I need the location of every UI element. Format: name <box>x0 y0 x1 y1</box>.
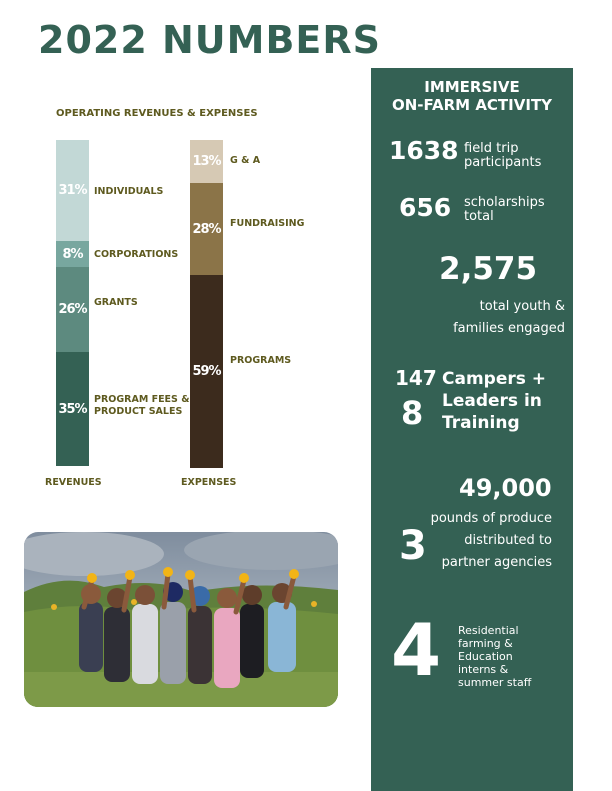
stat-interns-line3: Education <box>458 650 513 663</box>
legend-fundraising: FUNDRAISING <box>230 218 305 229</box>
stat-youth-line1: total youth & <box>479 299 565 314</box>
data-label-grants: 26% <box>58 302 87 317</box>
chart-title: OPERATING REVENUES & EXPENSES <box>56 108 258 119</box>
expense-segment-programs <box>190 275 223 468</box>
data-label-program-fees: 35% <box>58 401 87 417</box>
group-photo-illustration <box>24 532 338 707</box>
stat-campers-line2: Leaders in <box>442 391 542 411</box>
revenue-segment-program-fees <box>56 352 89 466</box>
legend-corporations: CORPORATIONS <box>94 249 179 260</box>
stat-campers-line1: Campers + <box>442 369 547 389</box>
legend-individuals: INDIVIDUALS <box>94 186 164 197</box>
stat-interns-label <box>458 624 531 689</box>
legend-program-fees: PROGRAM FEES & PRODUCT SALES <box>94 394 190 417</box>
stat-produce-line2: distributed to <box>464 533 552 548</box>
legend-grants: GRANTS <box>94 297 138 308</box>
immersive-activity-panel <box>371 68 573 791</box>
stat-produce-number: 49,000 <box>459 474 552 502</box>
page-title: 2022 NUMBERS <box>38 18 382 62</box>
stat-field-trip-line1: field trip <box>464 141 519 156</box>
legend-g-and-a: G & A <box>230 155 261 166</box>
revenue-segment-grants <box>56 267 89 352</box>
stat-interns-line1: Residential <box>458 624 519 637</box>
axis-label-revenues: REVENUES <box>45 477 102 488</box>
data-label-corporations: 8% <box>62 246 83 262</box>
stat-interns-line2: farming & <box>458 637 513 650</box>
group-photo <box>24 532 338 707</box>
stat-interns-line5: summer staff <box>458 676 532 689</box>
stat-field-trip-number: 1638 <box>389 136 459 165</box>
expense-segment-fundraising <box>190 183 223 275</box>
stacked-bar-chart <box>0 0 370 500</box>
stat-field-trip-line2: participants <box>464 155 542 170</box>
panel-heading <box>371 78 573 114</box>
revenues-bar <box>56 140 89 467</box>
stat-youth-label <box>371 296 565 340</box>
expenses-bar <box>190 140 223 467</box>
legend-programs: PROGRAMS <box>230 355 292 366</box>
stat-produce-label <box>371 508 552 574</box>
data-label-g-and-a: 13% <box>192 154 221 169</box>
axis-label-expenses: EXPENSES <box>181 477 237 488</box>
stat-field-trip-label <box>464 142 541 170</box>
revenue-segment-individuals <box>56 140 89 241</box>
data-label-programs: 59% <box>192 364 221 379</box>
stat-youth-line2: families engaged <box>453 321 565 336</box>
stat-campers-line3: Training <box>442 413 520 433</box>
expense-segment-g-and-a <box>190 140 223 183</box>
panel-heading-line1: IMMERSIVE <box>424 78 520 96</box>
stat-leaders-number: 8 <box>401 394 424 432</box>
stat-interns-number: 4 <box>391 608 442 692</box>
stat-scholarships-line1: scholarships <box>464 195 545 210</box>
stat-scholarships-line2: total <box>464 209 494 224</box>
stat-interns-line4: interns & <box>458 663 509 676</box>
stat-campers-number: 147 <box>395 366 437 390</box>
stat-scholarships-label <box>464 196 545 224</box>
stat-produce-line1: pounds of produce <box>430 511 552 526</box>
stat-scholarships-number: 656 <box>399 193 452 222</box>
stat-produce-line3: partner agencies <box>441 555 552 570</box>
stat-agencies-number: 3 <box>399 523 427 569</box>
data-label-fundraising: 28% <box>192 221 221 237</box>
data-label-individuals: 31% <box>58 183 87 198</box>
revenue-segment-corporations <box>56 241 89 267</box>
stat-campers-label <box>442 368 546 434</box>
panel-heading-line2: ON-FARM ACTIVITY <box>391 96 553 114</box>
stat-youth-number: 2,575 <box>439 251 538 287</box>
